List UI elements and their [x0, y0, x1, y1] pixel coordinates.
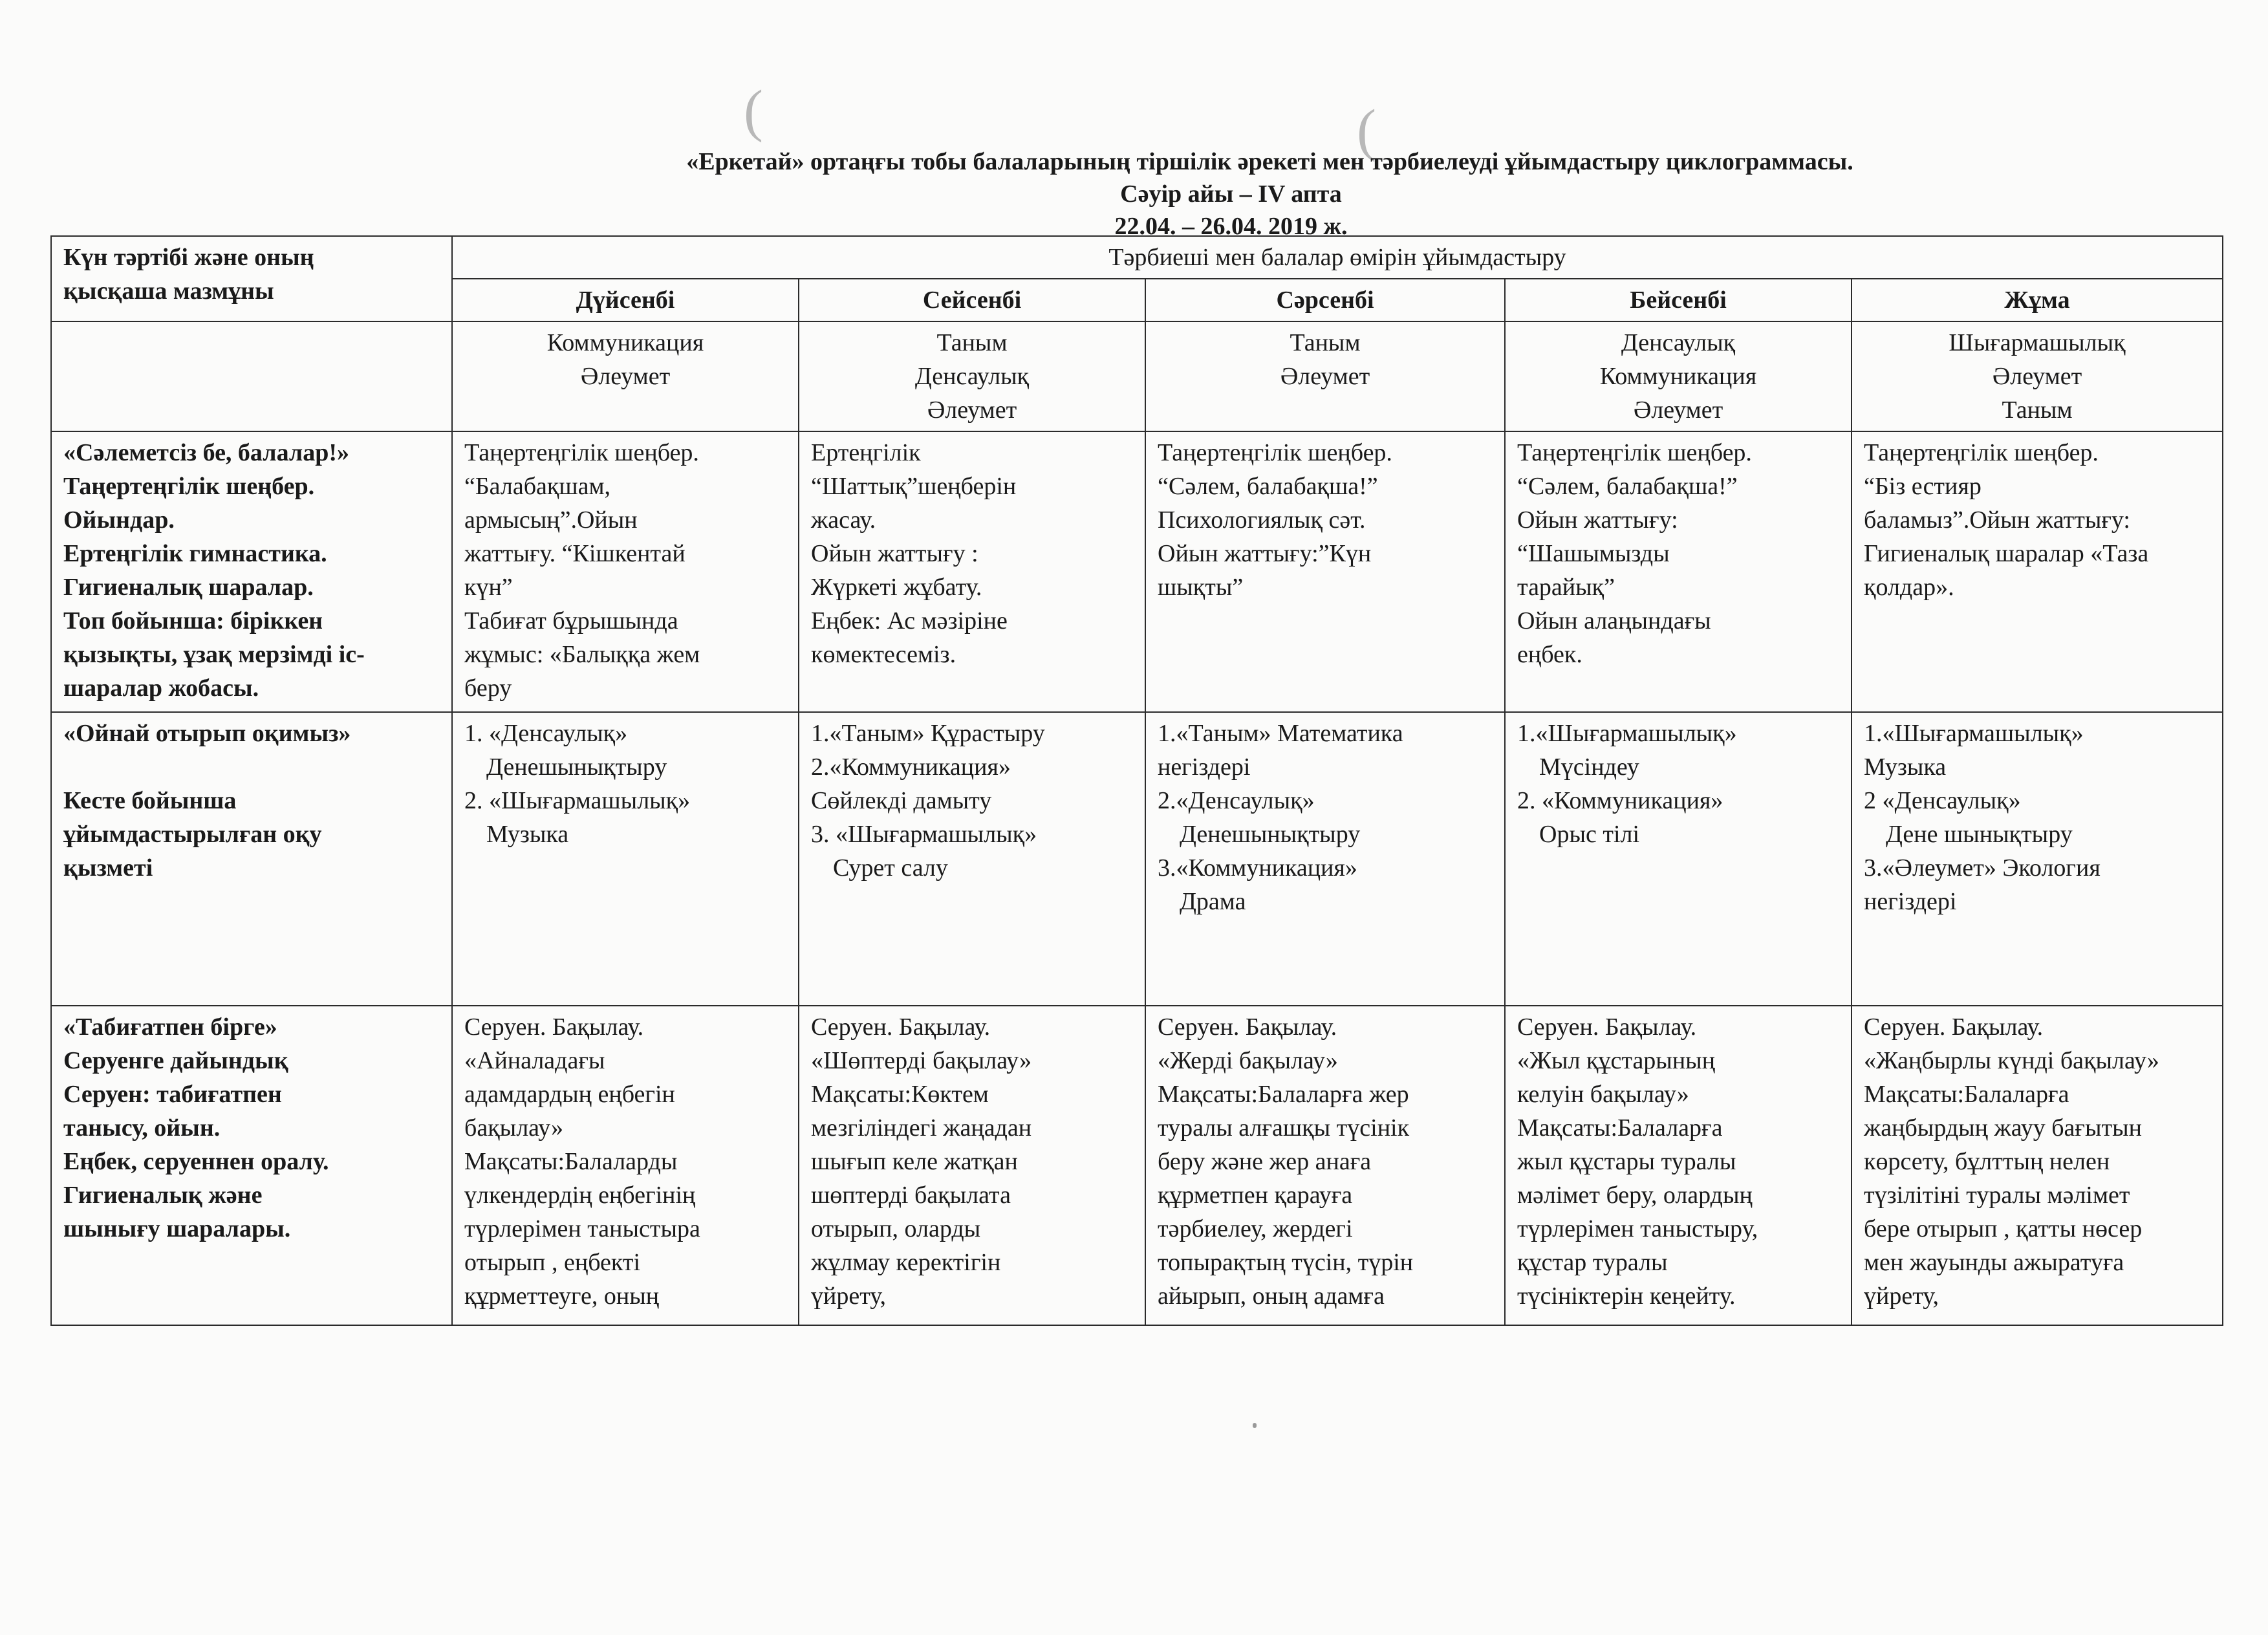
- document-header: [0, 146, 2268, 243]
- day-header-tuesday: Сейсенбі: [799, 279, 1145, 321]
- table-row: [51, 1006, 2223, 1325]
- cell-learning-thursday: 1.«Шығармашылық» Мүсіндеу 2. «Коммуникация» Орыс тілі: [1505, 712, 1852, 1006]
- corner-header-cell: Күн тәртібі және оның қысқаша мазмұны: [51, 236, 452, 321]
- group-header-cell: Тәрбиеші мен балалар өмірін ұйымдастыру: [452, 236, 2223, 279]
- cell-walk-friday: Серуен. Бақылау. «Жаңбырлы күнді бақылау» Мақсаты:Балаларға жаңбырдың жауу бағытын көрсету, бұлттың нелен түзілітіні туралы мәлімет бере отырып , қатты нөсер мен жауынды ажыратуға үйрету,: [1852, 1006, 2223, 1325]
- subjects-monday: Коммуникация Әлеумет: [452, 321, 799, 431]
- header-row-subjects: [51, 321, 2223, 431]
- document-date-range: 22.04. – 26.04. 2019 ж.: [1114, 213, 1348, 240]
- document-title: «Еркетай» ортаңғы тобы балаларының тіршілік әрекеті мен тәрбиелеуді ұйымдастыру циклограммасы.: [686, 148, 1853, 175]
- cell-learning-tuesday: 1.«Таным» Құрастыру 2.«Коммуникация» Сөйлекді дамыту 3. «Шығармашылық» Сурет салу: [799, 712, 1145, 1006]
- cyclogram-table: [50, 235, 2223, 1326]
- day-header-friday: Жұма: [1852, 279, 2223, 321]
- punch-hole-mark-left: (: [744, 79, 763, 143]
- header-row-group: [51, 236, 2223, 279]
- subjects-thursday: Денсаулық Коммуникация Әлеумет: [1505, 321, 1852, 431]
- day-header-monday: Дүйсенбі: [452, 279, 799, 321]
- table-row: [51, 712, 2223, 1006]
- scan-speck: [1253, 1423, 1257, 1428]
- day-header-wednesday: Сәрсенбі: [1145, 279, 1505, 321]
- cell-walk-thursday: Серуен. Бақылау. «Жыл құстарының келуін бақылау» Мақсаты:Балаларға жыл құстары туралы мәлімет беру, олардың түрлерімен таныстыру, құстар туралы түсініктерін кеңейту.: [1505, 1006, 1852, 1325]
- row-label-morning: «Сәлеметсіз бе, балалар!» Таңертеңгілік шеңбер. Ойындар. Ертеңгілік гимнастика. Гигиеналық шаралар. Топ бойынша: біріккен қызықты, ұзақ мерзімді іс- шаралар жобасы.: [51, 431, 452, 712]
- cell-learning-friday: 1.«Шығармашылық» Музыка 2 «Денсаулық» Дене шынықтыру 3.«Әлеумет» Экология негіздері: [1852, 712, 2223, 1006]
- row-label-walk: «Табиғатпен бірге» Серуенге дайындық Серуен: табиғатпен танысу, ойын. Еңбек, серуеннен оралу. Гигиеналық және шынығу шаралары.: [51, 1006, 452, 1325]
- table-row: [51, 431, 2223, 712]
- cell-morning-tuesday: Ертеңгілік “Шаттық”шеңберін жасау. Ойын жаттығу : Жүркеті жұбату. Еңбек: Ас мәзіріне көмектесеміз.: [799, 431, 1145, 712]
- document-month-week: Сәуір айы – IV апта: [1120, 180, 1342, 208]
- subjects-wednesday: Таным Әлеумет: [1145, 321, 1505, 431]
- cell-walk-monday: Серуен. Бақылау. «Айналадағы адамдардың еңбегін бақылау» Мақсаты:Балаларды үлкендердің еңбегінің түрлерімен таныстыра отырып , еңбекті құрметтеуге, оның: [452, 1006, 799, 1325]
- subjects-friday: Шығармашылық Әлеумет Таным: [1852, 321, 2223, 431]
- subjects-tuesday: Таным Денсаулық Әлеумет: [799, 321, 1145, 431]
- row-label-learning: «Ойнай отырып оқимыз» Кесте бойынша ұйымдастырылған оқу қызметі: [51, 712, 452, 1006]
- subject-spacer-cell: [51, 321, 452, 431]
- cell-walk-wednesday: Серуен. Бақылау. «Жерді бақылау» Мақсаты:Балаларға жер туралы алғашқы түсінік беру және жер анаға құрметпен қарауға тәрбиелеу, жердегі топырақтың түсін, түрін айырып, оның адамға: [1145, 1006, 1505, 1325]
- cell-morning-monday: Таңертеңгілік шеңбер. “Балабақшам, армысың”.Ойын жаттығу. “Кішкентай күн” Табиғат бұрышында жұмыс: «Балыққа жем беру: [452, 431, 799, 712]
- cell-morning-friday: Таңертеңгілік шеңбер. “Біз естияр баламыз”.Ойын жаттығу: Гигиеналық шаралар «Таза қолдар».: [1852, 431, 2223, 712]
- cell-morning-thursday: Таңертеңгілік шеңбер. “Сәлем, балабақша!” Ойын жаттығу: “Шашымызды тарайық” Ойын алаңындағы еңбек.: [1505, 431, 1852, 712]
- cell-learning-wednesday: 1.«Таным» Математика негіздері 2.«Денсаулық» Денешынықтыру 3.«Коммуникация» Драма: [1145, 712, 1505, 1006]
- day-header-thursday: Бейсенбі: [1505, 279, 1852, 321]
- cell-learning-monday: 1. «Денсаулық» Денешынықтыру 2. «Шығармашылық» Музыка: [452, 712, 799, 1006]
- punch-hole-mark-right: (: [1357, 98, 1376, 162]
- cell-walk-tuesday: Серуен. Бақылау. «Шөптерді бақылау» Мақсаты:Көктем мезгіліндегі жаңадан шығып келе жатқан шөптерді бақылата отырып, оларды жұлмау керектігін үйрету,: [799, 1006, 1145, 1325]
- cell-morning-wednesday: Таңертеңгілік шеңбер. “Сәлем, балабақша!” Психологиялық сәт. Ойын жаттығу:”Күн шықты”: [1145, 431, 1505, 712]
